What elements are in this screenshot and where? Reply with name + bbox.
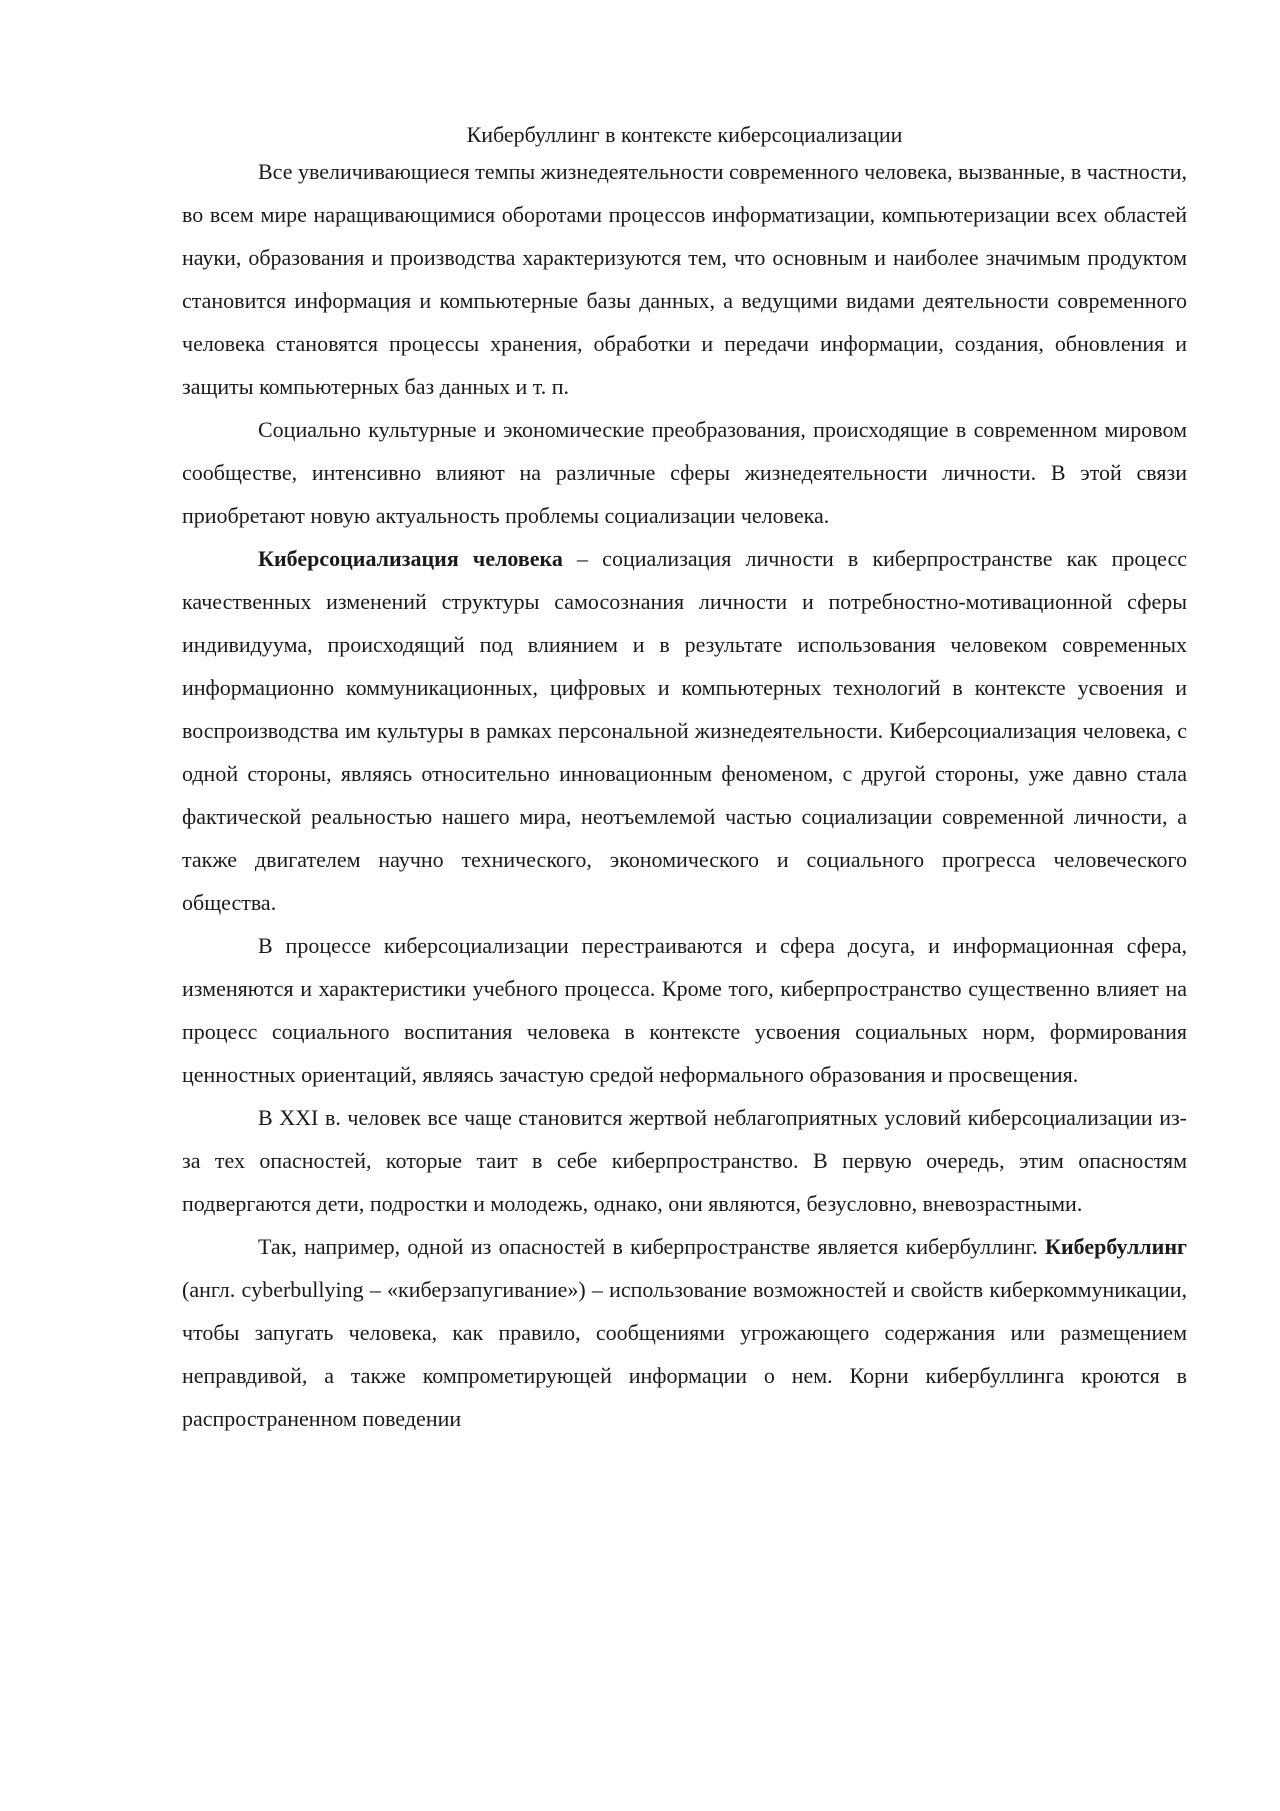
paragraph-5 bbox=[182, 1096, 1187, 1225]
paragraph-text: В XXI в. человек все чаще становится жертвой неблагоприятных условий киберсоциализации из-за тех опасностей, которые таит в себе киберпространство. В первую очередь, этим опасностям подвергаются дети, подростки и молодежь, однако, они являются, безусловно, вневозрастными. bbox=[182, 1105, 1187, 1216]
document-page bbox=[182, 120, 1187, 1440]
paragraph-text-tail: (англ. cyberbullying – «киберзапугивание») – использование возможностей и свойств киберкоммуникации, чтобы запугать человека, как правило, сообщениями угрожающего содержания или размещением неправдивой, а также компрометирующей информации о нем. Корни кибербуллинга кроются в распространенном поведении bbox=[182, 1277, 1187, 1431]
paragraph-3 bbox=[182, 537, 1187, 924]
paragraph-6 bbox=[182, 1225, 1187, 1440]
paragraph-1 bbox=[182, 150, 1187, 408]
paragraph-text: Так, например, одной из опасностей в киберпространстве является кибербуллинг. bbox=[258, 1234, 1046, 1259]
term-cyberbullying: Кибербуллинг bbox=[1045, 1234, 1187, 1259]
paragraph-text: Все увеличивающиеся темпы жизнедеятельности современного человека, вызванные, в частности, во всем мире наращивающимися оборотами процессов информатизации, компьютеризации всех областей науки, образования и производства характеризуются тем, что основным и наиболее значимым продуктом становится информация и компьютерные базы данных, а ведущими видами деятельности современного человека становятся процессы хранения, обработки и передачи информации, создания, обновления и защиты компьютерных баз данных и т. п. bbox=[182, 159, 1187, 399]
document-title: Кибербуллинг в контексте киберсоциализации bbox=[466, 122, 903, 147]
paragraph-text: Социально культурные и экономические преобразования, происходящие в современном мировом сообществе, интенсивно влияют на различные сферы жизнедеятельности личности. В этой связи приобретают новую актуальность проблемы социализации человека. bbox=[182, 417, 1187, 528]
term-cybersocialization: Киберсоциализация человека bbox=[258, 546, 563, 571]
paragraph-text: В процессе киберсоциализации перестраиваются и сфера досуга, и информационная сфера, изменяются и характеристики учебного процесса. Кроме того, киберпространство существенно влияет на процесс социального воспитания человека в контексте усвоения социальных норм, формирования ценностных ориентаций, являясь зачастую средой неформального образования и просвещения. bbox=[182, 933, 1187, 1087]
paragraph-text: – социализация личности в киберпространстве как процесс качественных изменений структуры самосознания личности и потребностно-мотивационной сферы индивидуума, происходящий под влиянием и в результате использования человеком современных информационно коммуникационных, цифровых и компьютерных технологий в контексте усвоения и воспроизводства им культуры в рамках персональной жизнедеятельности. Киберсоциализация человека, с одной стороны, являясь относительно инновационным феноменом, с другой стороны, уже давно стала фактической реальностью нашего мира, неотъемлемой частью социализации современной личности, а также двигателем научно технического, экономического и социального прогресса человеческого общества. bbox=[182, 546, 1187, 915]
paragraph-4 bbox=[182, 924, 1187, 1096]
paragraph-2 bbox=[182, 408, 1187, 537]
